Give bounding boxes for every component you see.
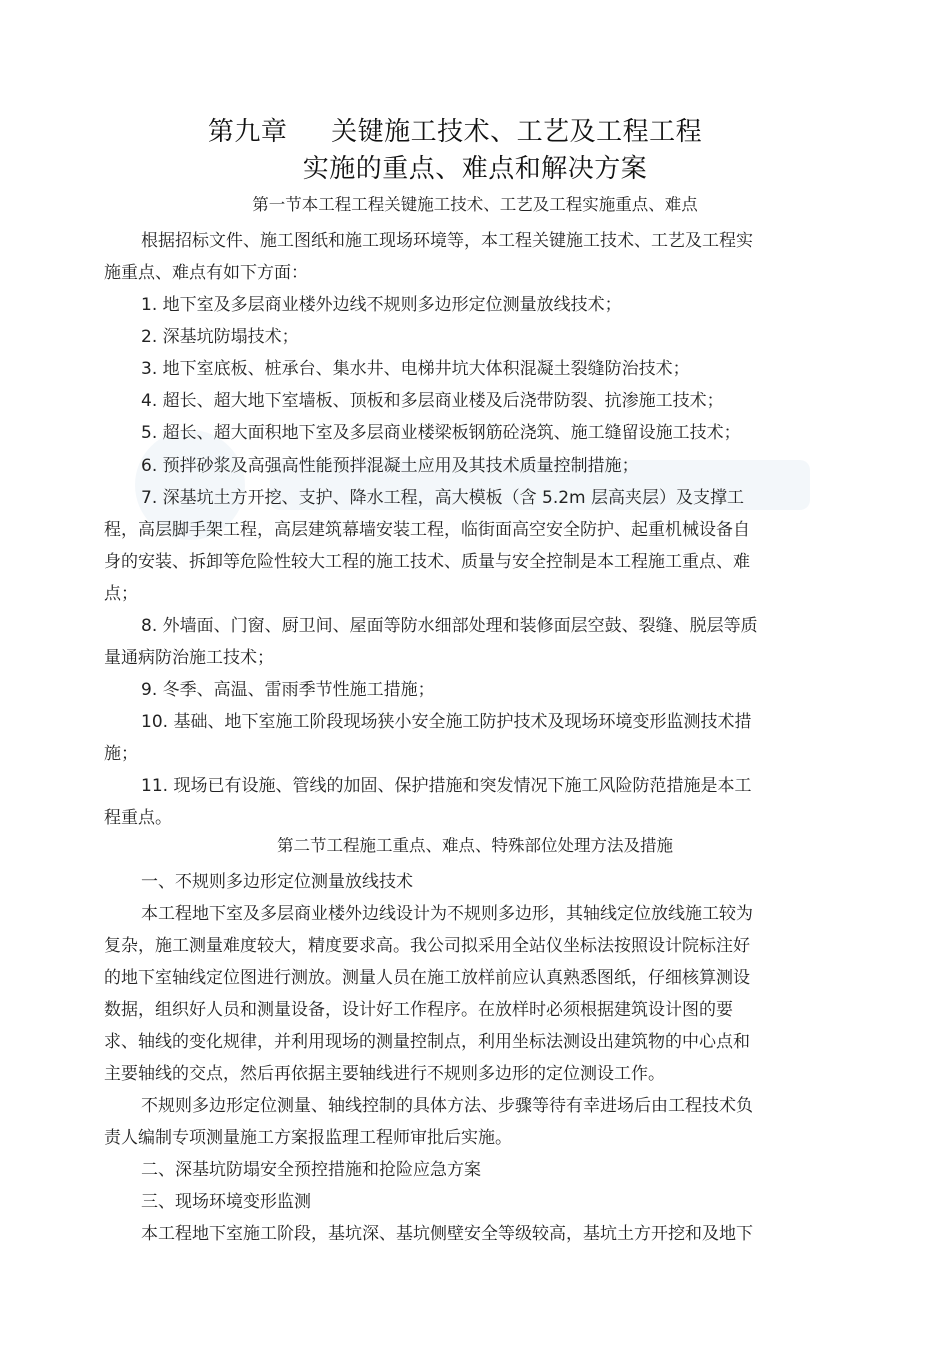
- paragraph-line: 数据，组织好人员和测量设备，设计好工作程序。在放样时必须根据建筑设计图的要: [104, 1000, 733, 1020]
- subsection-heading: 一、不规则多边形定位测量放线技术: [141, 872, 413, 892]
- list-item: 11. 现场已有设施、管线的加固、保护措施和突发情况下施工风险防范措施是本工: [141, 776, 752, 796]
- list-item-continuation: 程重点。: [104, 808, 172, 828]
- subsection-heading: 二、深基坑防塌安全预控措施和抢险应急方案: [141, 1160, 481, 1180]
- subsection-heading: 三、现场环境变形监测: [141, 1192, 311, 1212]
- chapter-title-line-2: 实施的重点、难点和解决方案: [302, 154, 648, 184]
- paragraph-line: 求、轴线的变化规律，并利用现场的测量控制点，利用坐标法测设出建筑物的中心点和: [104, 1032, 750, 1052]
- paragraph-line: 本工程地下室施工阶段，基坑深、基坑侧壁安全等级较高，基坑土方开挖和及地下: [141, 1224, 753, 1244]
- paragraph-line: 主要轴线的交点，然后再依据主要轴线进行不规则多边形的定位测设工作。: [104, 1064, 665, 1084]
- list-item: 5. 超长、超大面积地下室及多层商业楼梁板钢筋砼浇筑、施工缝留设施工技术；: [141, 423, 741, 443]
- paragraph-line: 本工程地下室及多层商业楼外边线设计为不规则多边形，其轴线定位放线施工较为: [141, 904, 753, 924]
- section-2-heading: 第二节工程施工重点、难点、特殊部位处理方法及措施: [277, 836, 673, 855]
- list-item: 2. 深基坑防塌技术；: [141, 327, 299, 347]
- list-item: 9. 冬季、高温、雷雨季节性施工措施；: [141, 680, 435, 700]
- list-item: 1. 地下室及多层商业楼外边线不规则多边形定位测量放线技术；: [141, 295, 622, 315]
- list-item-continuation: 施；: [104, 744, 138, 764]
- paragraph-line: 责人编制专项测量施工方案报监理工程师审批后实施。: [104, 1128, 512, 1148]
- list-item-continuation: 点；: [104, 584, 138, 604]
- section-1-heading: 第一节本工程工程关键施工技术、工艺及工程实施重点、难点: [252, 195, 698, 214]
- paragraph-line: 不规则多边形定位测量、轴线控制的具体方法、步骤等待有幸进场后由工程技术负: [141, 1096, 753, 1116]
- list-item: 7. 深基坑土方开挖、支护、降水工程，高大模板（含 5.2m 层高夹层）及支撑工: [141, 488, 745, 508]
- paragraph-line: 施重点、难点有如下方面：: [104, 263, 308, 283]
- list-item: 10. 基础、地下室施工阶段现场狭小安全施工防护技术及现场环境变形监测技术措: [141, 712, 752, 732]
- paragraph-line: 根据招标文件、施工图纸和施工现场环境等，本工程关键施工技术、工艺及工程实: [141, 231, 753, 251]
- list-item-continuation: 身的安装、拆卸等危险性较大工程的施工技术、质量与安全控制是本工程施工重点、难: [104, 552, 750, 572]
- list-item: 4. 超长、超大地下室墙板、顶板和多层商业楼及后浇带防裂、抗渗施工技术；: [141, 391, 724, 411]
- list-item-continuation: 程，高层脚手架工程，高层建筑幕墙安装工程，临街面高空安全防护、起重机械设备自: [104, 520, 750, 540]
- list-item: 8. 外墙面、门窗、厨卫间、屋面等防水细部处理和装修面层空鼓、裂缝、脱层等质: [141, 616, 758, 636]
- list-item: 6. 预拌砂浆及高强高性能预拌混凝土应用及其技术质量控制措施；: [141, 456, 639, 476]
- paragraph-line: 复杂，施工测量难度较大，精度要求高。我公司拟采用全站仪坐标法按照设计院标注好: [104, 936, 750, 956]
- list-item: 3. 地下室底板、桩承台、集水井、电梯井坑大体积混凝土裂缝防治技术；: [141, 359, 690, 379]
- chapter-title-line-1: 第九章 关键施工技术、工艺及工程工程: [207, 117, 703, 147]
- list-item-continuation: 量通病防治施工技术；: [104, 648, 274, 668]
- paragraph-line: 的地下室轴线定位图进行测放。测量人员在施工放样前应认真熟悉图纸，仔细核算测设: [104, 968, 750, 988]
